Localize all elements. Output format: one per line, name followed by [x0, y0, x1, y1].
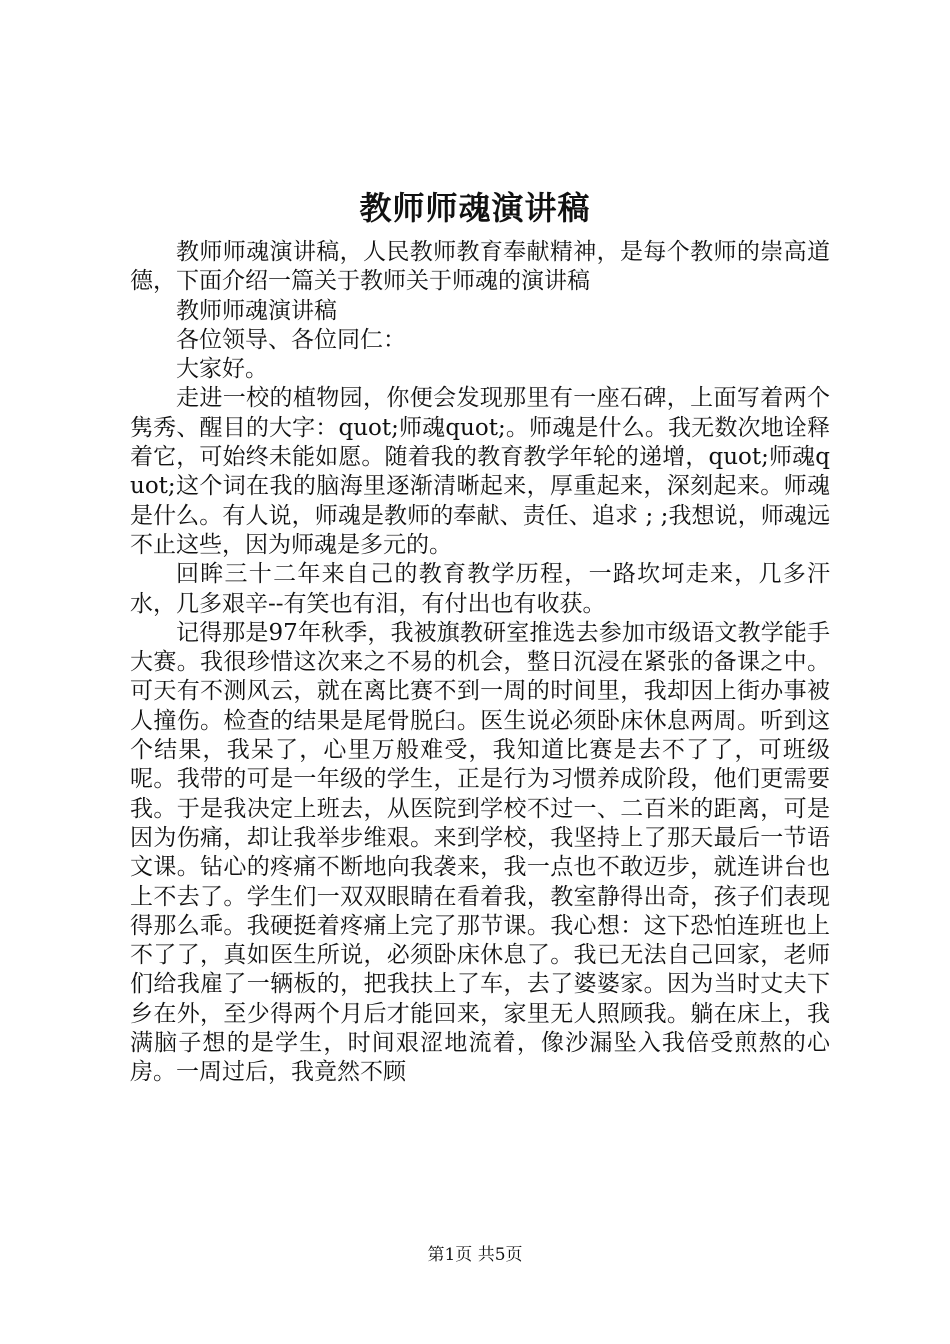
document-title: 教师师魂演讲稿: [359, 189, 591, 227]
document-body: [130, 238, 830, 1088]
greeting-line: 大家好。: [176, 356, 268, 383]
intro-paragraph: 教师师魂演讲稿，人民教师教育奉献精神，是每个教师的崇高道德，下面介绍一篇关于教师关于师魂的演讲稿: [130, 239, 830, 295]
body-paragraph: 走进一校的植物园，你便会发现那里有一座石碑，上面写着两个隽秀、醒目的大字：quot;师魂quot;。师魂是什么。我无数次地诠释着它，可始终未能如愿。随着我的教育教学年轮的递增，quot;师魂quot;这个词在我的脑海里逐渐清晰起来，厚重起来，深刻起来。师魂是什么。有人说，师魂是教师的奉献、责任、追求 ; ;我想说，师魂远不止这些，因为师魂是多元的。: [130, 385, 830, 558]
body-paragraph: 记得那是97年秋季，我被旗教研室推选去参加市级语文教学能手大赛。我很珍惜这次来之不易的机会，整日沉浸在紧张的备课之中。可天有不测风云，就在离比赛不到一周的时间里，我却因上街办事被人撞伤。检查的结果是尾骨脱臼。医生说必须卧床休息两周。听到这个结果，我呆了，心里万般难受，我知道比赛是去不了了，可班级呢。我带的可是一年级的学生，正是行为习惯养成阶段，他们更需要我。于是我决定上班去，从医院到学校不过一、二百米的距离，可是因为伤痛，却让我举步维艰。来到学校，我坚持上了那天最后一节语文课。钻心的疼痛不断地向我袭来，我一点也不敢迈步，就连讲台也上不去了。学生们一双双眼睛在看着我，教室静得出奇，孩子们表现得那么乖。我硬挺着疼痛上完了那节课。我心想：这下恐怕连班也上不了了，真如医生所说，必须卧床休息了。我已无法自己回家，老师们给我雇了一辆板的，把我扶上了车，去了婆婆家。因为当时丈夫下乡在外，至少得两个月后才能回来，家里无人照顾我。躺在床上，我满脑子想的是学生，时间艰涩地流着，像沙漏坠入我倍受煎熬的心房。一周过后，我竟然不顾: [130, 619, 830, 1086]
salutation-line: 各位领导、各位同仁：: [176, 326, 406, 353]
page-number-footer: 第1页 共5页: [427, 1245, 523, 1265]
speech-title-line: 教师师魂演讲稿: [176, 297, 337, 324]
body-paragraph: 回眸三十二年来自己的教育教学历程，一路坎坷走来，几多汗水，几多艰辛--有笑也有泪，有付出也有收获。: [130, 561, 830, 617]
